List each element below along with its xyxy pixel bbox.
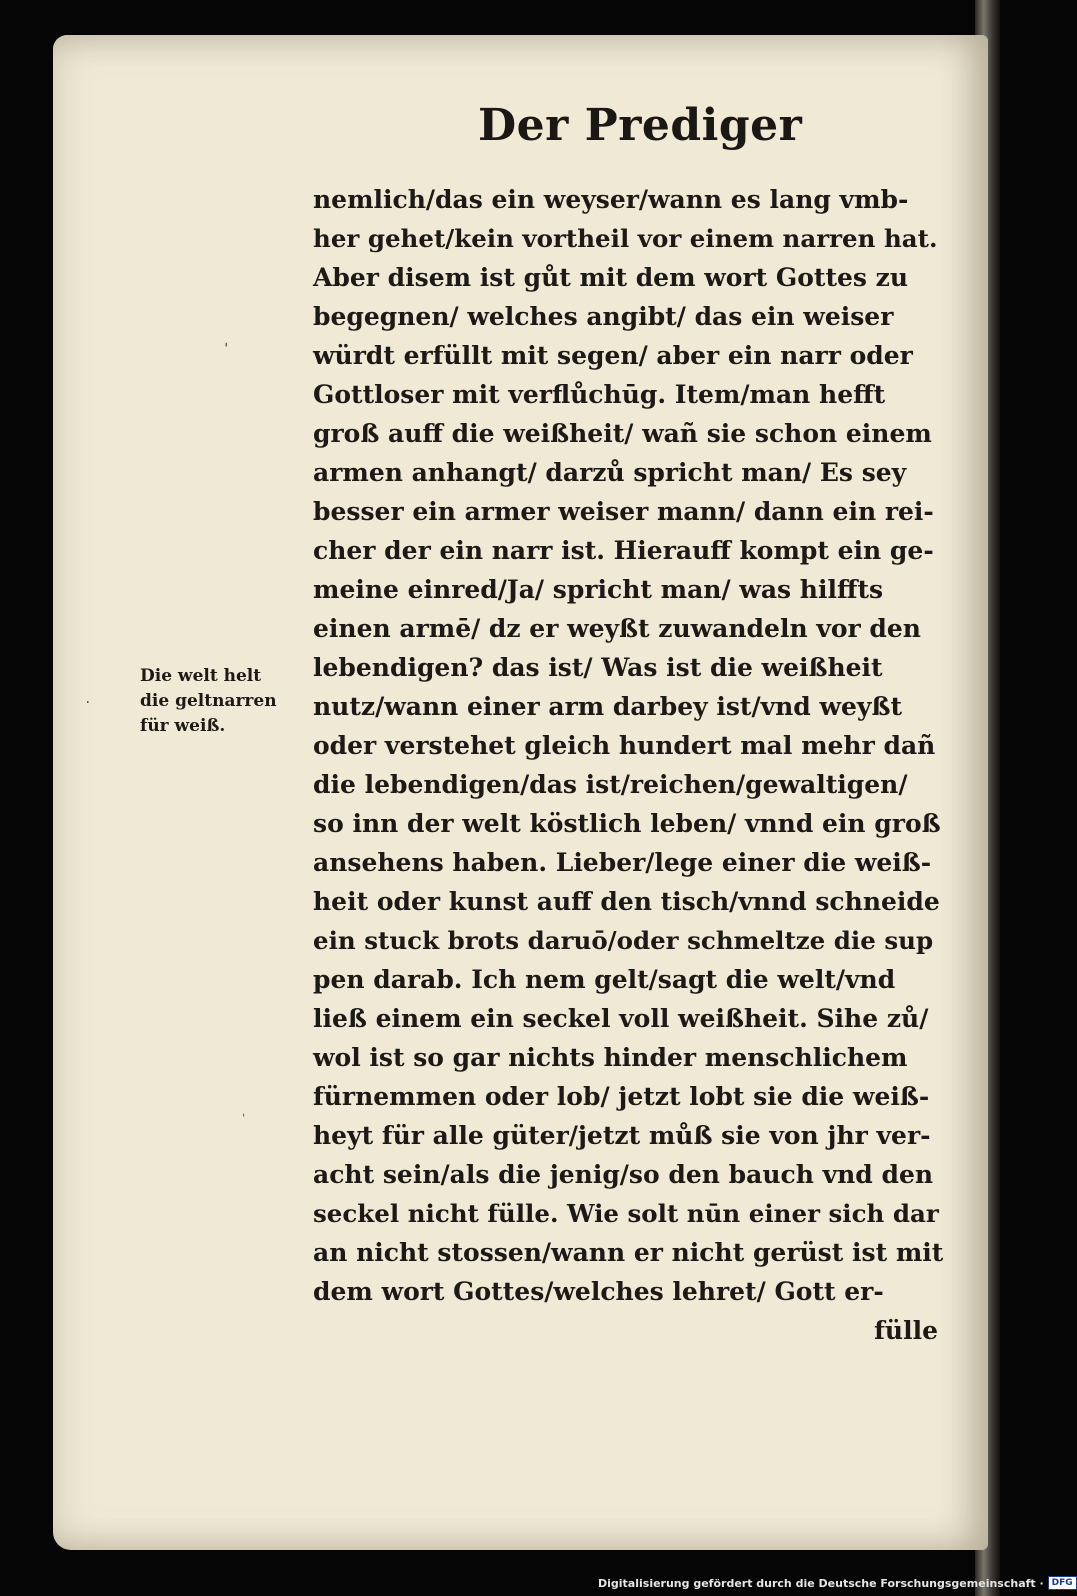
text-line: cher der ein narr ist. Hierauff kompt ein ge- xyxy=(313,536,934,565)
text-line: würdt erfüllt mit segen/ aber ein narr oder xyxy=(313,341,913,370)
text-line: oder verstehet gleich hundert mal mehr dañ xyxy=(313,731,936,760)
running-head: Der Prediger xyxy=(478,100,803,151)
text-line: so inn der welt köstlich leben/ vnnd ein groß xyxy=(313,809,941,838)
text-line: Aber disem ist gůt mit dem wort Gottes zu xyxy=(313,263,909,292)
text-line: ließ einem ein seckel voll weißheit. Sihe zů/ xyxy=(313,1004,929,1033)
text-line: ansehens haben. Lieber/lege einer die weiß- xyxy=(313,848,932,877)
text-line: begegnen/ welches angibt/ das ein weiser xyxy=(313,302,894,331)
text-line: acht sein/als die jenig/so den bauch vnd den xyxy=(313,1160,934,1189)
text-line: seckel nicht fülle. Wie solt nūn einer sich dar xyxy=(313,1199,939,1228)
text-line: wol ist so gar nichts hinder menschlichem xyxy=(313,1043,908,1072)
text-line: ein stuck brots daruō/oder schmeltze die sup xyxy=(313,926,934,955)
margin-tick-mark: ˈ xyxy=(242,1112,246,1126)
text-line: Gottloser mit verflůchūg. Item/man hefft xyxy=(313,380,886,409)
text-line: heit oder kunst auff den tisch/vnnd schneide xyxy=(313,887,940,916)
marginal-note-line: für weiß. xyxy=(140,716,226,736)
margin-tick-mark: ˈ xyxy=(224,340,229,359)
marginal-note xyxy=(140,664,300,739)
main-text-block xyxy=(313,180,943,1350)
text-line: nutz/wann einer arm darbey ist/vnd weyßt xyxy=(313,692,902,721)
catchword: fülle xyxy=(874,1316,938,1345)
text-line: nemlich/das ein weyser/wann es lang vmb- xyxy=(313,185,909,214)
text-line: groß auff die weißheit/ wañ sie schon einem xyxy=(313,419,932,448)
text-line: die lebendigen/das ist/reichen/gewaltigen/ xyxy=(313,770,908,799)
text-line: pen darab. Ich nem gelt/sagt die welt/vnd xyxy=(313,965,896,994)
footer-credit: Digitalisierung gefördert durch die Deutsche Forschungsgemeinschaft · xyxy=(598,1576,1044,1590)
text-line: her gehet/kein vortheil vor einem narren hat. xyxy=(313,224,938,253)
marginal-note-line: Die welt helt xyxy=(140,666,262,686)
text-line: an nicht stossen/wann er nicht gerüst ist mit xyxy=(313,1238,944,1267)
marginal-note-line: die geltnarren xyxy=(140,691,277,711)
digitization-footer xyxy=(598,1576,1077,1590)
text-line: dem wort Gottes/welches lehret/ Gott er- xyxy=(313,1277,884,1306)
margin-tick-mark: ٠ xyxy=(84,694,92,710)
text-line: heyt für alle güter/jetzt můß sie von jhr ver- xyxy=(313,1121,931,1150)
text-line: meine einred/Ja/ spricht man/ was hilffts xyxy=(313,575,884,604)
dfg-logo: DFG xyxy=(1048,1576,1077,1590)
text-line: lebendigen? das ist/ Was ist die weißheit xyxy=(313,653,883,682)
text-line: besser ein armer weiser mann/ dann ein rei- xyxy=(313,497,934,526)
text-line: einen armē/ dz er weyßt zuwandeln vor den xyxy=(313,614,921,643)
bleed-through-mark xyxy=(215,98,325,158)
text-line: armen anhangt/ darzů spricht man/ Es sey xyxy=(313,458,907,487)
text-line: fürnemmen oder lob/ jetzt lobt sie die weiß- xyxy=(313,1082,930,1111)
